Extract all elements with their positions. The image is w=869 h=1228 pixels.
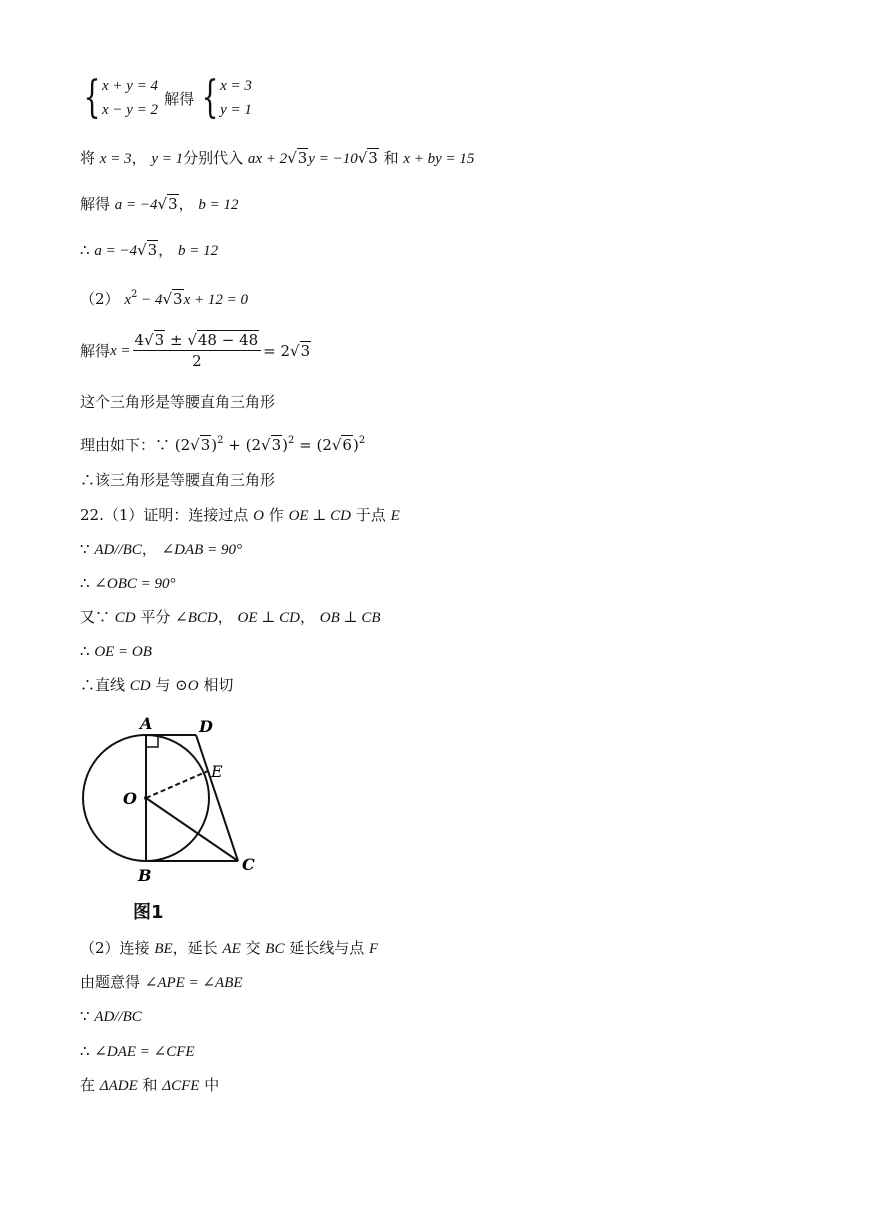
segment-oe xyxy=(146,771,208,798)
text-fragment xyxy=(133,330,262,351)
text-fragment: OB ⊥ CB xyxy=(319,610,381,626)
text-fragment: b = 12 xyxy=(198,197,239,213)
text-fragment: a = −4 xyxy=(114,197,158,213)
text-fragment: √3 xyxy=(157,195,178,213)
text-fragment: √3 xyxy=(137,241,158,259)
label-b: B xyxy=(138,866,152,885)
text-line xyxy=(80,640,152,663)
text-fragment: 和 xyxy=(378,149,404,167)
text-fragment: √3 xyxy=(290,341,311,360)
text-fragment: ) xyxy=(282,436,288,454)
text-fragment: 3 xyxy=(368,149,378,167)
label-c: C xyxy=(242,855,255,874)
text-fragment: 交 xyxy=(240,939,266,957)
text-fragment: ⊙O xyxy=(175,678,199,694)
text-fragment: 理由如下：∵ (2 xyxy=(80,436,191,454)
left-brace: { xyxy=(83,72,101,123)
text-fragment: ∠OBC = 90° xyxy=(94,576,176,592)
equation: y = 1 xyxy=(220,102,252,118)
text-fragment: 48 − 48 xyxy=(197,331,259,349)
text-fragment: 3 xyxy=(300,341,311,360)
text-fragment: ∠DAB = 90° xyxy=(161,542,242,558)
text-fragment: ΔCFE xyxy=(162,1078,200,1094)
fraction xyxy=(133,330,262,371)
text-fragment: x + by = 15 xyxy=(403,151,475,167)
text-fragment: 3 xyxy=(154,331,165,349)
text-fragment: 又∵ xyxy=(80,608,115,626)
text-line: ∴该三角形是等腰直角三角形 xyxy=(80,471,276,489)
text-fragment: √48 − 48 xyxy=(187,331,259,349)
text-fragment: CD xyxy=(129,678,151,694)
text-line xyxy=(80,1074,219,1097)
text-fragment: 22.（1）证明：连接过点 xyxy=(80,506,254,524)
equation: x − y = 2 xyxy=(102,102,159,118)
text-fragment: 解得 xyxy=(80,195,115,213)
text-fragment: 2 xyxy=(287,435,295,446)
text-fragment: ，延长 xyxy=(172,939,223,957)
label-o: O xyxy=(123,789,137,808)
text-line: 这个三角形是等腰直角三角形 xyxy=(80,393,276,411)
text-fragment: − 4 xyxy=(137,292,163,308)
text-fragment: 3 xyxy=(200,436,211,454)
text-fragment: F xyxy=(369,941,379,957)
text-fragment: CD xyxy=(114,610,136,626)
text-line xyxy=(80,937,378,960)
text-fragment: E xyxy=(390,508,400,524)
text-fragment: ∴ xyxy=(80,642,95,660)
text-line xyxy=(80,193,239,216)
text-fragment: AD//BC xyxy=(94,1009,142,1025)
equation: x = 3 xyxy=(220,78,252,94)
text-fragment: 将 xyxy=(80,149,100,167)
geometry-figure xyxy=(78,712,268,892)
text-fragment: ， xyxy=(141,540,162,558)
text-fragment: 4 xyxy=(134,331,145,349)
label-e: E xyxy=(211,762,223,781)
text-fragment: ± xyxy=(165,331,188,349)
text-fragment: ∵ xyxy=(80,1007,95,1025)
text-fragment: x + 12 = 0 xyxy=(183,292,248,308)
left-brace: { xyxy=(201,72,219,123)
text-fragment: √3 xyxy=(357,149,378,167)
equation-system xyxy=(78,74,252,122)
text-fragment: 2 xyxy=(130,289,138,300)
text-fragment: 6 xyxy=(342,436,352,454)
text-fragment: （2） xyxy=(80,290,125,308)
text-fragment: √3 xyxy=(144,331,165,349)
text-line xyxy=(80,572,176,595)
text-line xyxy=(80,430,365,456)
text-fragment: x = 3 xyxy=(99,151,132,167)
text-fragment: 在 xyxy=(80,1076,100,1094)
text-fragment: √3 xyxy=(162,290,183,308)
text-fragment: ∴直线 xyxy=(80,676,130,694)
text-fragment: ax + 2 xyxy=(247,151,288,167)
text-fragment: ∵ xyxy=(80,540,95,558)
text-fragment: 2 xyxy=(192,352,202,370)
text-fragment: a = −4 xyxy=(94,243,138,259)
text-fragment: 3 xyxy=(297,149,308,167)
text-fragment: OE = OB xyxy=(94,644,152,660)
text-line xyxy=(80,1005,142,1028)
text-fragment: ) xyxy=(211,436,218,454)
text-fragment: 解得 xyxy=(80,341,111,360)
text-fragment: BC xyxy=(265,941,285,957)
text-line xyxy=(80,606,381,629)
text-fragment: x = xyxy=(110,342,131,359)
figure-caption: 图1 xyxy=(133,902,164,923)
text-fragment: √6 xyxy=(331,436,352,454)
segment-oc xyxy=(146,798,238,861)
text-fragment: 分别代入 xyxy=(183,149,248,167)
text-fragment: BE xyxy=(154,941,173,957)
text-line xyxy=(80,971,243,994)
text-fragment: O xyxy=(253,508,265,524)
text-fragment: AD//BC xyxy=(94,542,142,558)
text-fragment: √3 xyxy=(190,436,211,454)
point-o xyxy=(144,796,148,800)
label-a: A xyxy=(140,714,153,733)
text-line xyxy=(80,1040,195,1063)
text-fragment: y = 1 xyxy=(151,151,184,167)
text-fragment: OE ⊥ CD xyxy=(237,610,300,626)
text-line xyxy=(80,147,474,170)
text-fragment: ∴ xyxy=(80,574,95,592)
segment-dc xyxy=(196,735,238,861)
text-fragment: y = −10 xyxy=(308,151,358,167)
text: 解得 xyxy=(164,89,195,108)
text-fragment: ∠APE = ∠ABE xyxy=(144,975,243,991)
text-fragment: ， xyxy=(217,608,238,626)
text-fragment: √3 xyxy=(287,149,308,167)
text-fragment: 2 xyxy=(217,435,224,446)
text-fragment: √3 xyxy=(261,436,282,454)
text-fragment: ， xyxy=(299,608,320,626)
text-fragment: ΔADE xyxy=(99,1078,138,1094)
text-fragment: 3 xyxy=(147,241,158,259)
text-fragment: AE xyxy=(222,941,241,957)
text-fragment: 3 xyxy=(168,195,178,213)
text-fragment: ， xyxy=(178,195,199,213)
text-fragment: OE ⊥ CD xyxy=(288,508,352,524)
text-line xyxy=(80,674,233,697)
text-line xyxy=(80,538,242,561)
text-fragment: ∴ xyxy=(80,241,95,259)
text-fragment: ) xyxy=(352,436,359,454)
text-fragment: ∠DAE = ∠CFE xyxy=(94,1044,195,1060)
text-fragment: = (2 xyxy=(294,436,332,454)
text-fragment: 作 xyxy=(264,506,289,524)
text-fragment: ∠BCD xyxy=(175,610,218,626)
text-fragment: 与 xyxy=(150,676,176,694)
text-fragment: 中 xyxy=(199,1076,220,1094)
text-fragment: 和 xyxy=(137,1076,163,1094)
text-fragment: 3 xyxy=(173,290,183,308)
text-fragment: + (2 xyxy=(223,436,262,454)
text-fragment: b = 12 xyxy=(177,243,219,259)
text-fragment: ， xyxy=(158,241,178,259)
text-fragment: 于点 xyxy=(351,506,391,524)
text-fragment: 3 xyxy=(271,436,282,454)
text-fragment: ， xyxy=(131,149,152,167)
text-fragment: x xyxy=(124,292,131,308)
text-line xyxy=(80,330,311,371)
text-fragment: （2）连接 xyxy=(80,939,155,957)
text-line xyxy=(80,504,400,527)
text-fragment: ∴ xyxy=(80,1042,95,1060)
text-line xyxy=(80,284,248,311)
text-fragment: 由题意得 xyxy=(80,973,145,991)
text-fragment: 相切 xyxy=(198,676,234,694)
text-fragment: 延长线与点 xyxy=(284,939,370,957)
text-line xyxy=(80,239,218,262)
label-d: D xyxy=(199,717,213,736)
text-fragment: = 2 xyxy=(263,341,291,360)
equation: x + y = 4 xyxy=(102,78,159,94)
text-fragment: 平分 xyxy=(135,608,176,626)
text-fragment: 2 xyxy=(358,435,366,446)
